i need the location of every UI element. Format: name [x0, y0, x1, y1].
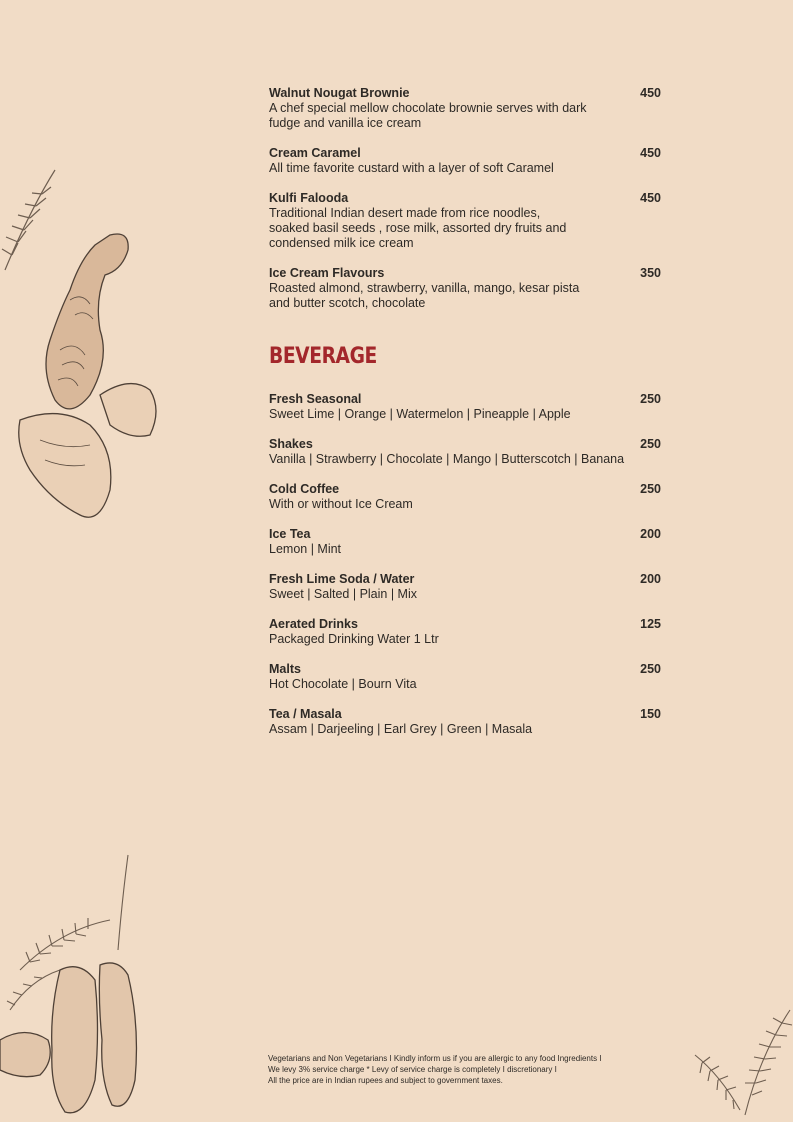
footer-line: Vegetarians and Non Vegetarians I Kindly inform us if you are allergic to any food Ingredients I — [268, 1054, 602, 1063]
item-description: Packaged Drinking Water 1 Ltr — [269, 632, 439, 646]
footer-line: We levy 3% service charge * Levy of service charge is completely I discretionary I — [268, 1065, 557, 1074]
menu-item — [269, 617, 661, 647]
item-price: 450 — [640, 86, 661, 100]
item-name: Tea / Masala — [269, 707, 342, 721]
beverage-list — [269, 392, 661, 737]
item-description: A chef special mellow chocolate brownie serves with dark fudge and vanilla ice cream — [269, 101, 587, 130]
menu-item-header — [269, 572, 661, 587]
menu-item — [269, 191, 661, 251]
item-description: Traditional Indian desert made from rice noodles, soaked basil seeds , rose milk, assorted dry fruits and condensed milk ice cream — [269, 206, 567, 250]
menu-item — [269, 662, 661, 692]
menu-item-header — [269, 437, 661, 452]
menu-item — [269, 482, 661, 512]
dessert-list — [269, 86, 661, 311]
menu-item-header — [269, 707, 661, 722]
menu-item-header — [269, 482, 661, 497]
section-title-beverage: BEVERAGE — [269, 344, 377, 369]
menu-item — [269, 86, 661, 131]
menu-content — [269, 86, 661, 752]
item-price: 250 — [640, 392, 661, 406]
item-name: Cream Caramel — [269, 146, 361, 160]
item-description: Roasted almond, strawberry, vanilla, mango, kesar pista and butter scotch, chocolate — [269, 281, 580, 310]
item-price: 200 — [640, 572, 661, 586]
item-description: Lemon | Mint — [269, 542, 342, 556]
menu-item-header — [269, 86, 661, 101]
item-price: 250 — [640, 437, 661, 451]
menu-item-header — [269, 191, 661, 206]
item-description: Vanilla | Strawberry | Chocolate | Mango | Butterscotch | Banana — [269, 452, 625, 466]
footer-notes — [268, 1053, 688, 1086]
menu-item-header — [269, 146, 661, 161]
item-name: Shakes — [269, 437, 313, 451]
item-price: 200 — [640, 527, 661, 541]
item-description: Hot Chocolate | Bourn Vita — [269, 677, 417, 691]
menu-item-header — [269, 392, 661, 407]
item-price: 250 — [640, 482, 661, 496]
menu-item — [269, 572, 661, 602]
item-name: Fresh Lime Soda / Water — [269, 572, 415, 586]
menu-item-header — [269, 266, 661, 281]
menu-item — [269, 392, 661, 422]
item-name: Fresh Seasonal — [269, 392, 362, 406]
item-name: Kulfi Falooda — [269, 191, 349, 205]
item-description: With or without Ice Cream — [269, 497, 413, 511]
menu-item — [269, 707, 661, 737]
item-description: Sweet | Salted | Plain | Mix — [269, 587, 417, 601]
menu-item-header — [269, 662, 661, 677]
item-name: Walnut Nougat Brownie — [269, 86, 410, 100]
item-price: 150 — [640, 707, 661, 721]
footer-line: All the price are in Indian rupees and subject to government taxes. — [268, 1076, 503, 1085]
tamarind-sketch-left-icon — [0, 150, 170, 540]
item-price: 250 — [640, 662, 661, 676]
menu-item — [269, 437, 661, 467]
item-name: Cold Coffee — [269, 482, 340, 496]
item-name: Aerated Drinks — [269, 617, 358, 631]
item-price: 450 — [640, 191, 661, 205]
item-price: 125 — [640, 617, 661, 631]
menu-item — [269, 527, 661, 557]
item-name: Ice Cream Flavours — [269, 266, 385, 280]
menu-item-header — [269, 527, 661, 542]
item-description: Assam | Darjeeling | Earl Grey | Green | Masala — [269, 722, 533, 736]
tamarind-leaf-bottom-right-icon — [690, 995, 793, 1122]
menu-item — [269, 146, 661, 176]
menu-item — [269, 266, 661, 311]
item-name: Malts — [269, 662, 301, 676]
item-description: Sweet Lime | Orange | Watermelon | Pineapple | Apple — [269, 407, 571, 421]
item-price: 350 — [640, 266, 661, 280]
item-name: Ice Tea — [269, 527, 311, 541]
menu-item-header — [269, 617, 661, 632]
tamarind-sketch-bottom-left-icon — [0, 850, 200, 1122]
item-description: All time favorite custard with a layer of soft Caramel — [269, 161, 554, 175]
item-price: 450 — [640, 146, 661, 160]
